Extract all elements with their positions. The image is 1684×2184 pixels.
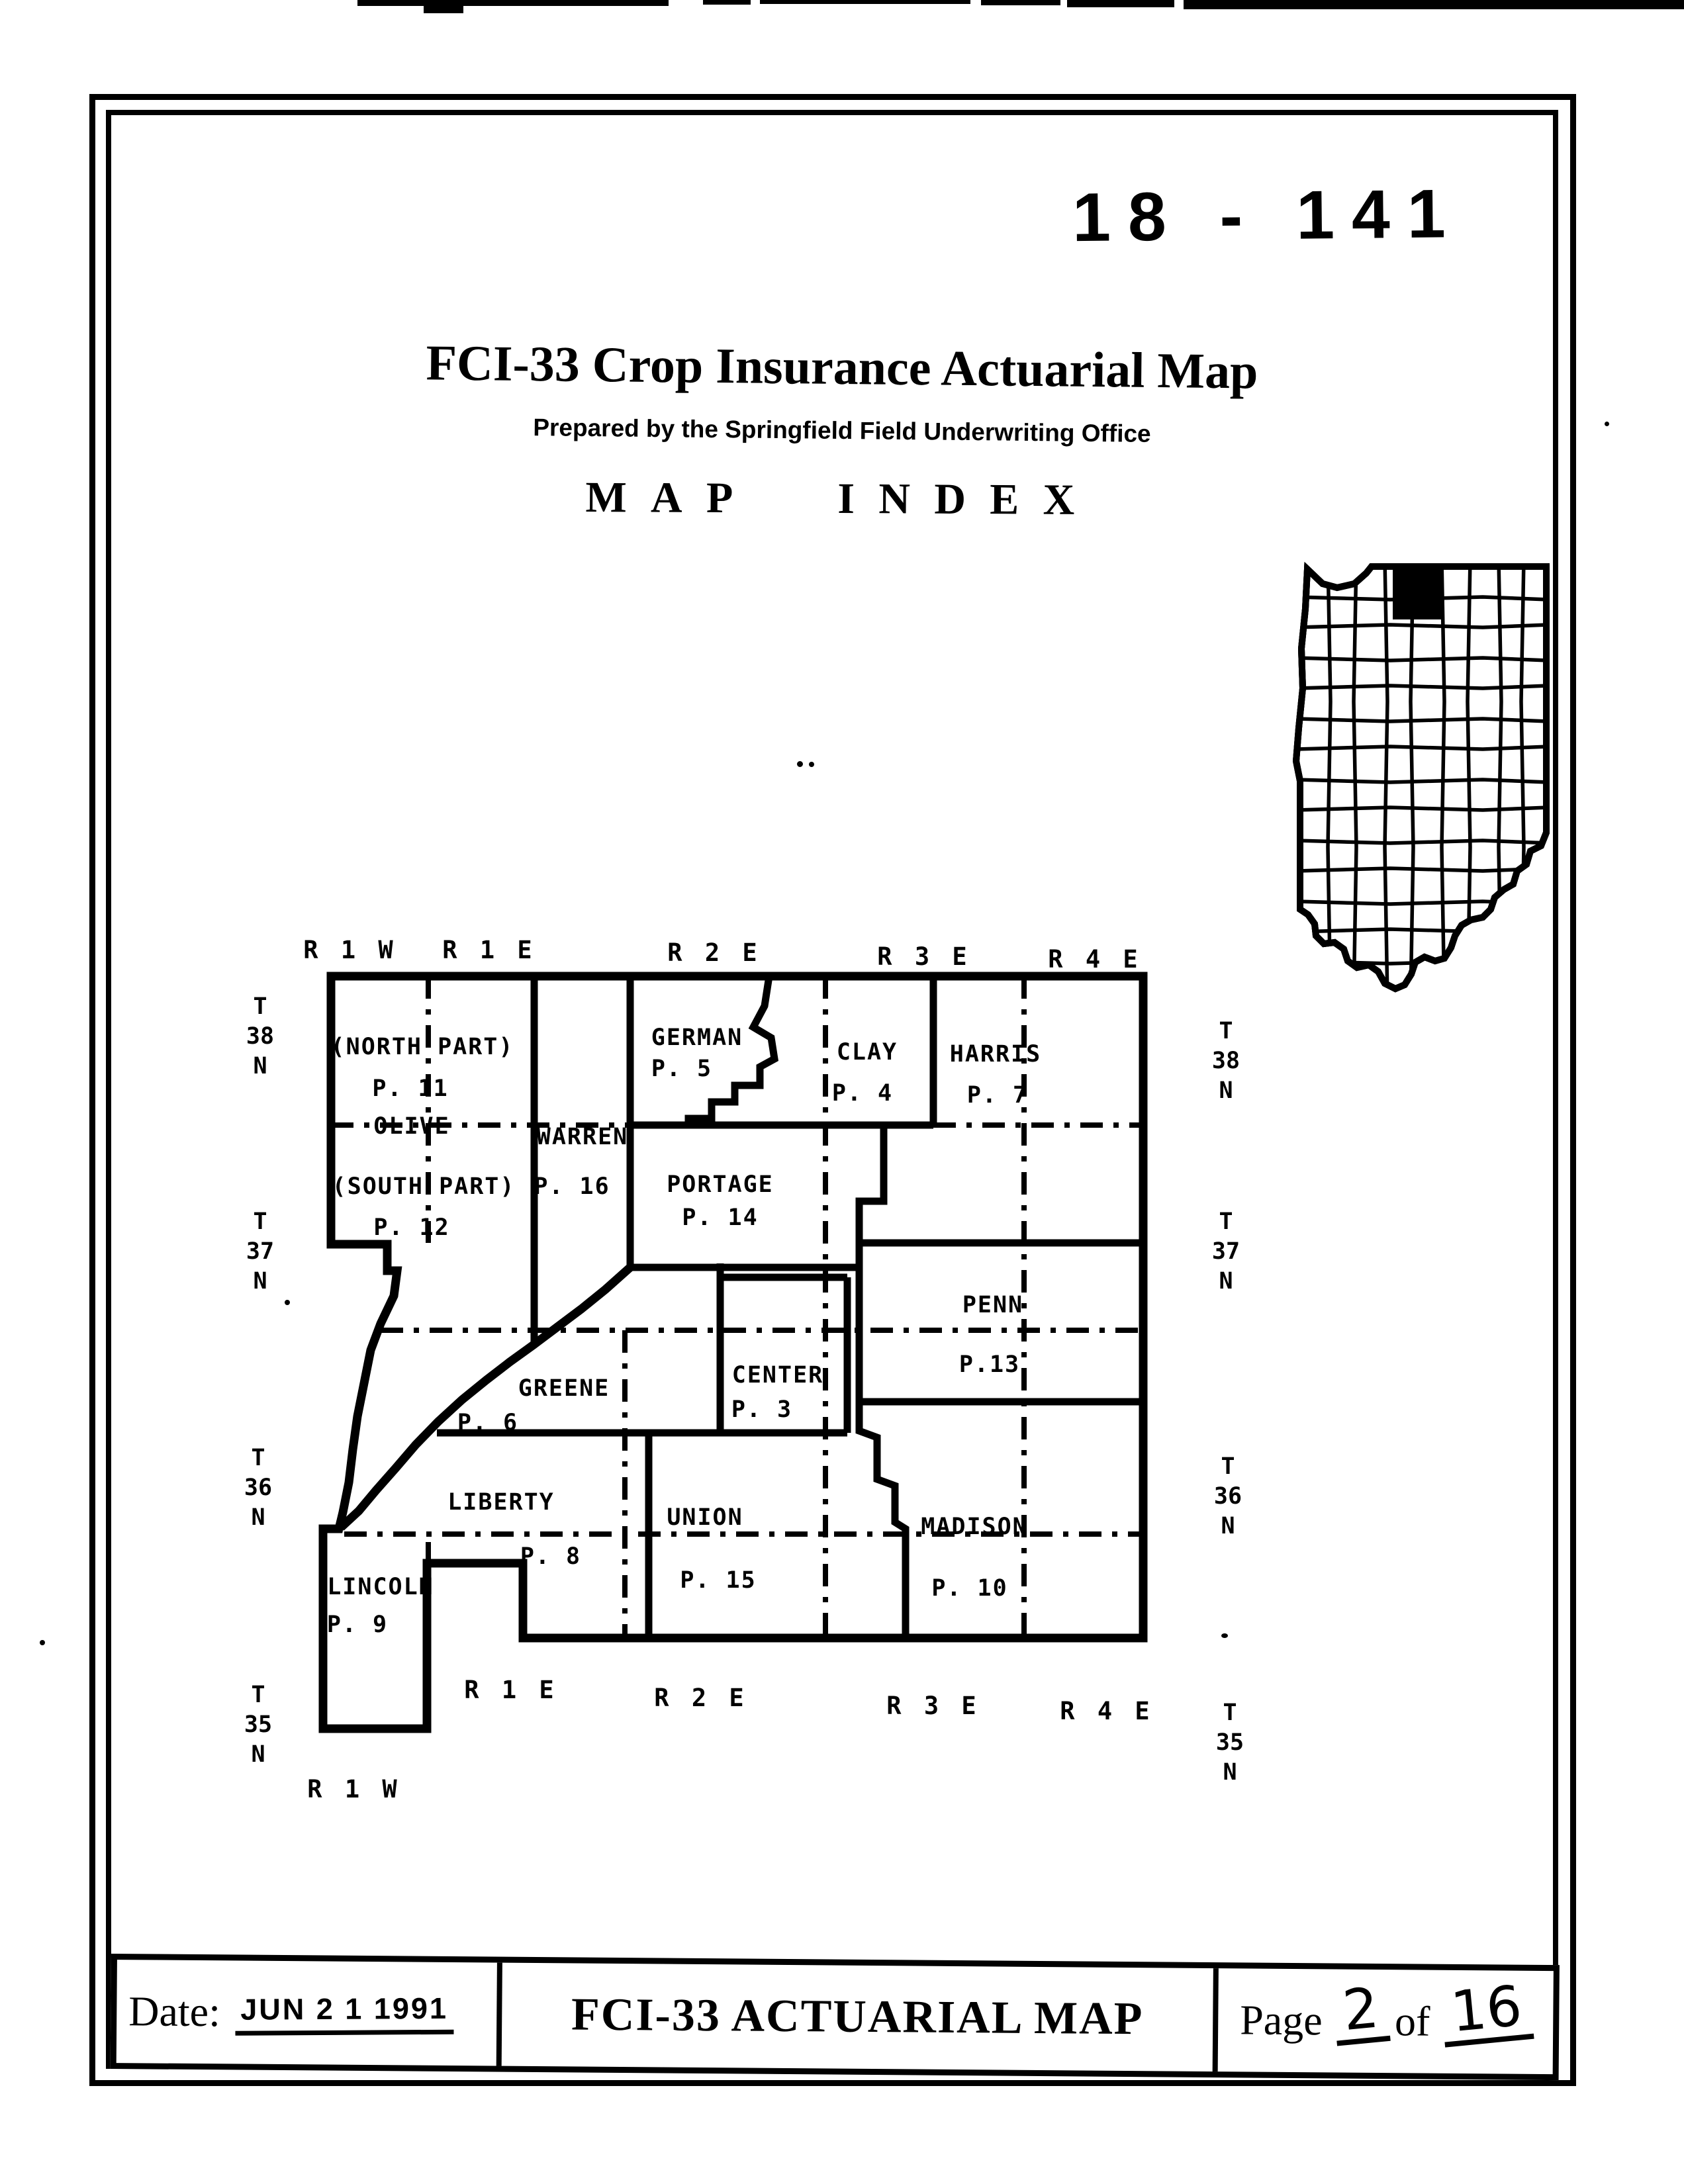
scan-speck (40, 1640, 45, 1645)
map-label-n: N (251, 1504, 265, 1531)
map-label-r-1-e: R 1 E (464, 1676, 558, 1704)
footer-doc-title: FCI-33 ACTUARIAL MAP (571, 1989, 1144, 2045)
map-label-n: N (253, 1268, 267, 1295)
scan-artifact (760, 0, 970, 4)
map-label-clay: CLAY (836, 1039, 898, 1066)
scan-artifact (424, 0, 463, 13)
county-line (1296, 807, 1549, 810)
map-label-35: 35 (1215, 1729, 1244, 1756)
map-label-p-10: P. 10 (931, 1575, 1008, 1602)
county-line (1296, 719, 1549, 721)
scan-speck (1605, 422, 1609, 426)
map-label-t: T (251, 1445, 265, 1471)
scan-artifact (1184, 0, 1684, 9)
map-label-penn: PENN (962, 1292, 1024, 1318)
map-label-n: N (1219, 1268, 1233, 1295)
map-label-p-11: P. 11 (372, 1075, 449, 1102)
map-label-t: T (1223, 1700, 1237, 1726)
map-label-olive: OLIVE (373, 1113, 450, 1140)
footer-date-cell (117, 1960, 502, 2066)
map-label-madison: MADISON (921, 1514, 1028, 1540)
map-label-36: 36 (1213, 1483, 1242, 1510)
page-label: Page (1239, 1996, 1323, 2044)
map-label-p-7: P. 7 (966, 1082, 1029, 1109)
map-label-n: N (1223, 1759, 1237, 1786)
map-label-t: T (253, 993, 267, 1020)
penn-madison-stair-boundary (859, 1402, 906, 1638)
map-label-p-8: P. 8 (520, 1543, 582, 1570)
map-label-r-2-e: R 2 E (667, 938, 761, 967)
map-label-n: N (251, 1741, 265, 1768)
map-label-t: T (253, 1208, 267, 1235)
county-line (1296, 868, 1549, 871)
map-label-center: CENTER (731, 1362, 824, 1388)
map-label-t: T (251, 1682, 265, 1708)
county-line (1296, 686, 1549, 688)
map-label-p-6: P. 6 (457, 1410, 519, 1436)
map-label-r-1-w: R 1 W (303, 936, 397, 964)
indiana-inset-map (1278, 546, 1562, 1009)
map-label-r-2-e: R 2 E (654, 1684, 748, 1712)
county-line (1296, 901, 1549, 904)
map-label-38: 38 (1211, 1048, 1240, 1074)
map-label-38: 38 (246, 1023, 275, 1050)
map-index-heading: MAP INDEX (585, 473, 1099, 525)
map-label-p-5: P. 5 (651, 1056, 713, 1082)
township-map (238, 920, 1271, 1807)
map-label-r-4-e: R 4 E (1048, 945, 1142, 974)
indiana-state-outline (1296, 567, 1546, 989)
county-line (1296, 841, 1549, 843)
map-label-p-16: P. 16 (534, 1173, 610, 1200)
county-line (1296, 929, 1549, 932)
date-stamp: JUN 2 1 1991 (235, 1991, 453, 2035)
map-label-p-15: P. 15 (680, 1567, 757, 1594)
map-label-n: N (253, 1053, 267, 1079)
map-label-r-3-e: R 3 E (886, 1692, 980, 1720)
map-label-greene: GREENE (518, 1375, 610, 1402)
map-label-37: 37 (246, 1238, 275, 1265)
penn-box (859, 1243, 1143, 1402)
map-label-36: 36 (244, 1475, 273, 1501)
map-label-p-13: P.13 (959, 1351, 1021, 1378)
footer-page-cell (1218, 1968, 1554, 2074)
map-label-lincoln: LINCOLN (327, 1574, 434, 1600)
page-title: FCI-33 Crop Insurance Actuarial Map (426, 335, 1258, 400)
map-label-35: 35 (244, 1711, 273, 1738)
county-line (1296, 625, 1549, 627)
map-label-t: T (1219, 1208, 1233, 1235)
portage-east-boundary (859, 1125, 884, 1402)
map-label-r-3-e: R 3 E (877, 942, 971, 971)
map-label-r-4-e: R 4 E (1060, 1697, 1154, 1725)
scan-artifact (981, 0, 1060, 5)
date-label: Date: (128, 1987, 221, 2036)
map-label-p-4: P. 4 (831, 1080, 894, 1107)
map-label-liberty: LIBERTY (447, 1489, 555, 1516)
county-line (1296, 780, 1549, 782)
county-line (1296, 747, 1549, 749)
map-label-german: GERMAN (651, 1024, 743, 1051)
map-label-n: N (1221, 1513, 1235, 1539)
footer-title-cell (502, 1963, 1219, 2071)
highlighted-county (1393, 567, 1443, 619)
scan-artifact (703, 0, 751, 5)
map-label-union: UNION (667, 1504, 743, 1531)
document-number-stamp: 18 - 141 (1072, 175, 1464, 257)
scan-artifact (357, 0, 669, 6)
map-label-north-part: (NORTH PART) (330, 1034, 514, 1060)
map-label-south-part: (SOUTH PART) (332, 1173, 516, 1200)
map-label-harris: HARRIS (949, 1041, 1042, 1068)
map-label-p-14: P. 14 (682, 1205, 759, 1231)
of-label: of (1394, 1997, 1430, 2045)
map-label-r-1-w: R 1 W (307, 1775, 401, 1803)
map-label-t: T (1219, 1018, 1233, 1044)
page-number-handwritten: 2 (1331, 1979, 1391, 2046)
map-label-r-1-e: R 1 E (442, 936, 536, 964)
county-line (1296, 658, 1549, 660)
scan-artifact (1067, 0, 1174, 7)
page-subtitle: Prepared by the Springfield Field Underwriting Office (533, 414, 1151, 447)
footer-bar (111, 1954, 1560, 2080)
map-label-37: 37 (1211, 1238, 1240, 1265)
map-label-portage: PORTAGE (667, 1171, 774, 1198)
map-label-n: N (1219, 1077, 1233, 1104)
map-label-t: T (1221, 1453, 1235, 1480)
map-label-p-12: P. 12 (373, 1214, 450, 1241)
map-label-p-3: P. 3 (731, 1396, 793, 1423)
map-label-warren: WARREN (536, 1124, 629, 1150)
map-label-p-9: P. 9 (326, 1612, 389, 1638)
page-total-handwritten: 16 (1439, 1977, 1534, 2048)
